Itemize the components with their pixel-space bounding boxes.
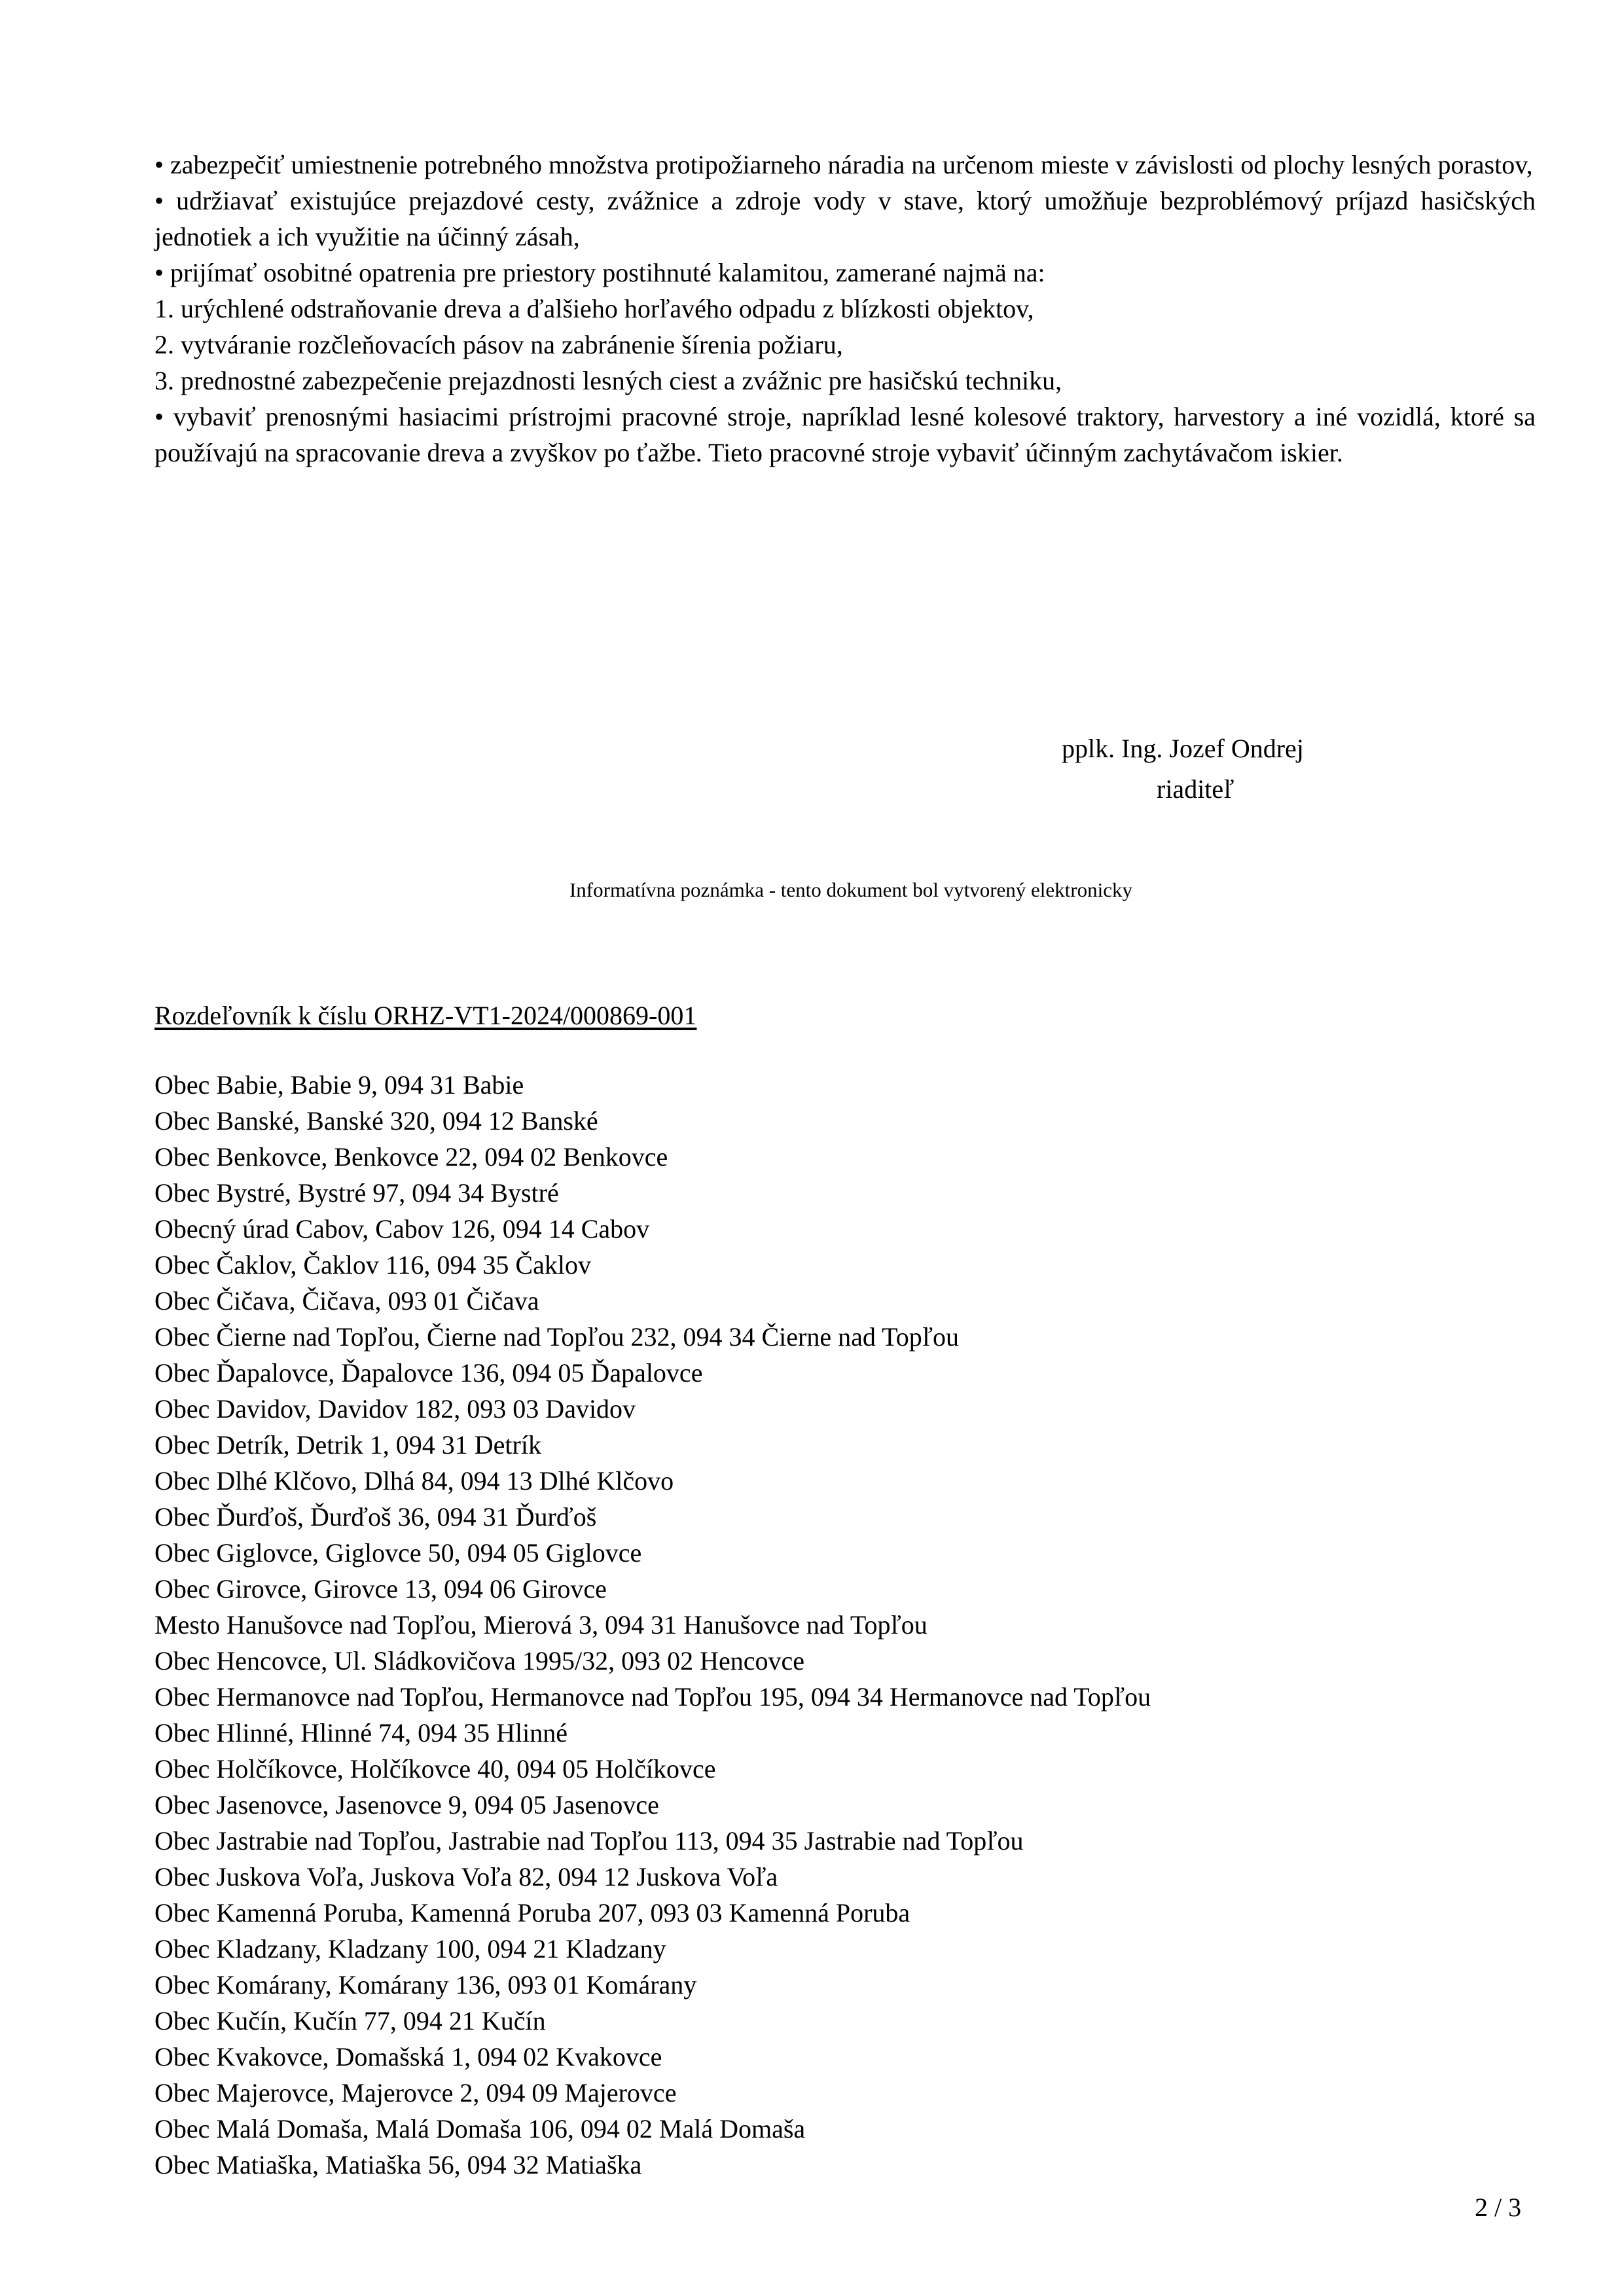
list-item: Obecný úrad Cabov, Cabov 126, 094 14 Cabov	[154, 1214, 650, 1244]
list-item: Obec Bystré, Bystré 97, 094 34 Bystré	[154, 1178, 559, 1208]
signature-block	[1062, 728, 1402, 810]
list-item: Obec Komárany, Komárany 136, 093 01 Komárany	[154, 1970, 697, 2000]
signatory-name: pplk. Ing. Jozef Ondrej	[1062, 734, 1304, 763]
list-item: Obec Jastrabie nad Topľou, Jastrabie nad Topľou 113, 094 35 Jastrabie nad Topľou	[154, 1826, 1024, 1856]
list-item: Obec Giglovce, Giglovce 50, 094 05 Giglovce	[154, 1538, 642, 1568]
list-item: Obec Kučín, Kučín 77, 094 21 Kučín	[154, 2006, 546, 2036]
paragraph-special-measures: • prijímať osobitné opatrenia pre priestory postihnuté kalamitou, zamerané najmä na:	[154, 258, 1045, 287]
list-item: Obec Holčíkovce, Holčíkovce 40, 094 05 Holčíkovce	[154, 1754, 716, 1784]
list-item: Obec Banské, Banské 320, 094 12 Banské	[154, 1106, 598, 1136]
list-item: Obec Hencovce, Ul. Sládkovičova 1995/32, 093 02 Hencovce	[154, 1646, 805, 1676]
list-item: Obec Hermanovce nad Topľou, Hermanovce nad Topľou 195, 094 34 Hermanovce nad Topľou	[154, 1682, 1151, 1712]
list-item-wood-removal: 1. urýchlené odstraňovanie dreva a ďalšieho horľavého odpadu z blízkosti objektov,	[154, 294, 1034, 323]
page-number: 2 / 3	[1475, 2193, 1522, 2222]
body-text	[154, 147, 1536, 471]
list-item: Obec Hlinné, Hlinné 74, 094 35 Hlinné	[154, 1718, 568, 1748]
list-item: Obec Dlhé Klčovo, Dlhá 84, 094 13 Dlhé Klčovo	[154, 1466, 674, 1496]
list-item: Obec Benkovce, Benkovce 22, 094 02 Benkovce	[154, 1142, 668, 1172]
paragraph-equipment: • zabezpečiť umiestnenie potrebného množstva protipožiarneho náradia na určenom mieste v závislosti od plochy lesných porastov,	[154, 150, 1533, 179]
list-item: Obec Čierne nad Topľou, Čierne nad Topľou 232, 094 34 Čierne nad Topľou	[154, 1322, 960, 1352]
electronic-document-note: Informatívna poznámka - tento dokument bol vytvorený elektronicky	[569, 878, 1132, 901]
list-item: Obec Kamenná Poruba, Kamenná Poruba 207, 093 03 Kamenná Poruba	[154, 1898, 910, 1928]
list-item: Obec Detrík, Detrik 1, 094 31 Detrík	[154, 1430, 541, 1460]
list-item-road-passability: 3. prednostné zabezpečenie prejazdnosti lesných ciest a zvážnic pre hasičskú techniku,	[154, 366, 1062, 395]
paragraph-extinguishers: • vybaviť prenosnými hasiacimi prístrojmi pracovné stroje, napríklad lesné kolesové traktory, harvestory a iné vozidlá, ktoré sa používajú na spracovanie dreva a zvyškov po ťažbe. Tieto pracovné stroje vybaviť účinným zachytávačom iskier.	[154, 402, 1536, 467]
list-item: Obec Malá Domaša, Malá Domaša 106, 094 02 Malá Domaša	[154, 2114, 806, 2144]
list-item: Obec Babie, Babie 9, 094 31 Babie	[154, 1070, 524, 1100]
list-item: Obec Jasenovce, Jasenovce 9, 094 05 Jasenovce	[154, 1790, 659, 1820]
distribution-list	[154, 1067, 1529, 2183]
list-item: Obec Matiaška, Matiaška 56, 094 32 Matiaška	[154, 2150, 642, 2179]
list-item: Obec Čaklov, Čaklov 116, 094 35 Čaklov	[154, 1250, 591, 1280]
list-item: Obec Čičava, Čičava, 093 01 Čičava	[154, 1286, 539, 1316]
list-item: Obec Juskova Voľa, Juskova Voľa 82, 094 12 Juskova Voľa	[154, 1862, 778, 1892]
list-item: Obec Girovce, Girovce 13, 094 06 Girovce	[154, 1574, 607, 1604]
list-item: Obec Davidov, Davidov 182, 093 03 Davidov	[154, 1394, 636, 1424]
list-item: Obec Ďurďoš, Ďurďoš 36, 094 31 Ďurďoš	[154, 1502, 597, 1532]
paragraph-access-roads: • udržiavať existujúce prejazdové cesty, zvážnice a zdroje vody v stave, ktorý umožňuje bezproblémový príjazd hasičských jednotiek a ich využitie na účinný zásah,	[154, 186, 1536, 251]
list-item: Obec Kvakovce, Domašská 1, 094 02 Kvakovce	[154, 2042, 662, 2072]
list-item: Obec Majerovce, Majerovce 2, 094 09 Majerovce	[154, 2078, 677, 2108]
list-item: Obec Ďapalovce, Ďapalovce 136, 094 05 Ďapalovce	[154, 1358, 703, 1388]
list-item-fire-breaks: 2. vytváranie rozčleňovacích pásov na zabránenie šírenia požiaru,	[154, 330, 843, 359]
distribution-title: Rozdeľovník k číslu ORHZ-VT1-2024/000869-001	[154, 1001, 697, 1030]
list-item: Obec Kladzany, Kladzany 100, 094 21 Kladzany	[154, 1934, 666, 1964]
list-item: Mesto Hanušovce nad Topľou, Mierová 3, 094 31 Hanušovce nad Topľou	[154, 1610, 928, 1640]
signatory-role: riaditeľ	[1157, 774, 1235, 804]
